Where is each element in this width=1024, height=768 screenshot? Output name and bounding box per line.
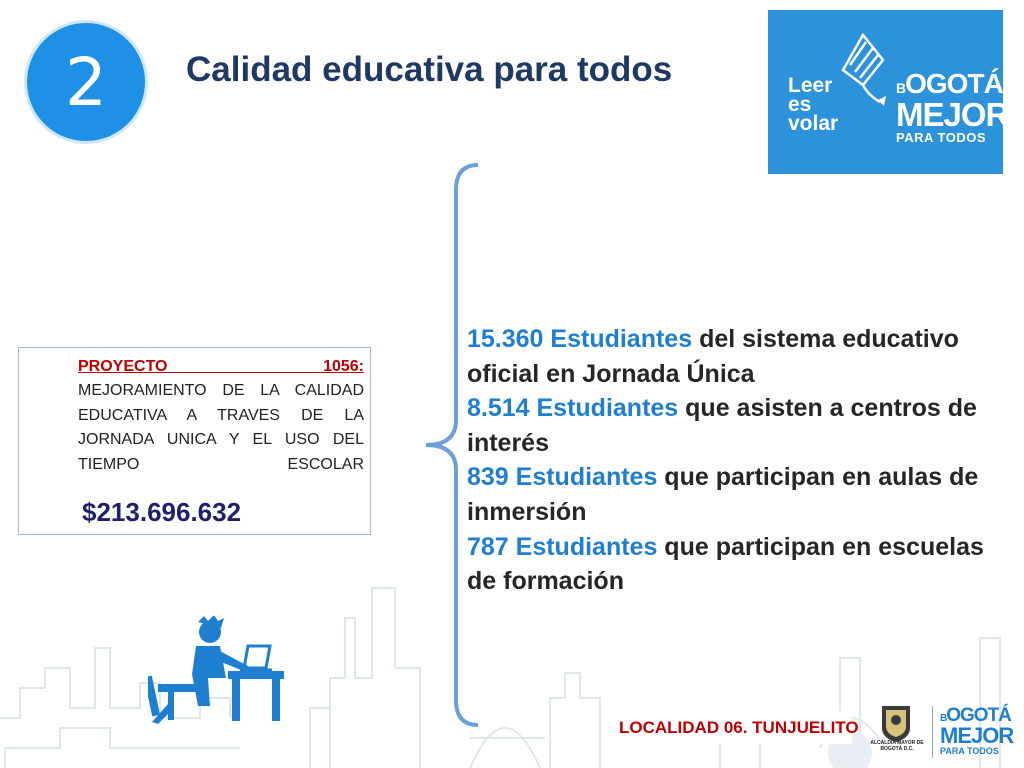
- locality-label: LOCALIDAD 06. TUNJUELITO: [619, 718, 859, 737]
- logo-es: es: [788, 93, 812, 116]
- footer-logo-para-todos: PARA TODOS: [940, 746, 999, 756]
- stat-text: que asisten a centros de interés: [467, 394, 977, 457]
- bogota-mejor-logo: [896, 70, 1008, 144]
- logo-b: B: [896, 80, 906, 96]
- logo-volar: volar: [788, 112, 839, 135]
- stats-list: [467, 322, 987, 599]
- seal-caption: ALCALDÍA MAYOR DE BOGOTÁ D.C.: [870, 740, 924, 752]
- stat-count: 839 Estudiantes: [467, 463, 658, 492]
- footer-separator: [932, 706, 933, 758]
- footer-logo-bogota: OGOTÁ: [946, 705, 1011, 726]
- project-text: [78, 355, 364, 477]
- stat-text: del sistema educativo oficial en Jornada Única: [467, 325, 959, 388]
- footer-logo-b: B: [940, 713, 947, 724]
- student-at-laptop-icon: [148, 616, 288, 726]
- leer-es-volar-text: [788, 76, 858, 133]
- stat-item: [467, 322, 987, 391]
- stat-item: [467, 460, 987, 529]
- slide-number: 2: [65, 43, 107, 121]
- logo-para-todos: PARA TODOS: [896, 130, 986, 145]
- logo-bogota: OGOTÁ: [905, 68, 1003, 99]
- bogota-mejor-footer-logo: [940, 706, 1013, 756]
- stat-text: que participan en aulas de inmersión: [467, 463, 979, 526]
- logo-mejor: MEJOR: [896, 96, 1009, 133]
- coat-of-arms-seal-icon: [872, 700, 920, 762]
- project-description: MEJORAMIENTO DE LA CALIDAD EDUCATIVA A TRAVES DE LA JORNADA UNICA Y EL USO DEL TIEMPO ESCOLAR: [78, 382, 364, 473]
- project-amount: $213.696.632: [82, 497, 242, 527]
- footer-logo-mejor: MEJOR: [940, 723, 1014, 748]
- stat-count: 787 Estudiantes: [467, 532, 658, 561]
- logo-leer: Leer: [788, 74, 833, 97]
- page-title: Calidad educativa para todos: [186, 50, 673, 89]
- slide-number-badge: [24, 20, 148, 144]
- stat-item: [467, 391, 987, 460]
- stat-text: que participan en escuelas de formación: [467, 532, 984, 596]
- stat-count: 15.360 Estudiantes: [467, 325, 693, 353]
- project-label: PROYECTO 1056:: [78, 358, 364, 375]
- stat-item: [467, 530, 987, 599]
- stat-count: 8.514 Estudiantes: [467, 394, 679, 423]
- leer-es-volar-logo: [768, 10, 1009, 174]
